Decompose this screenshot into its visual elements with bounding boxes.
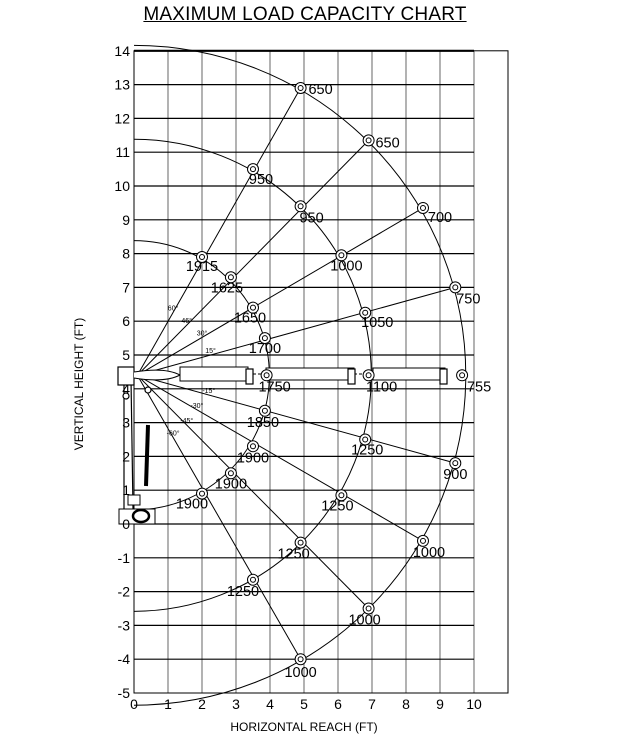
- capacity-label: 650: [308, 81, 333, 98]
- capacity-label: 900: [443, 467, 468, 484]
- load-point-marker: [457, 370, 468, 381]
- capacity-label: 1700: [248, 341, 282, 358]
- x-tick-label: 2: [198, 696, 206, 712]
- y-tick-label: 6: [122, 313, 130, 330]
- x-tick-label: 9: [436, 696, 444, 712]
- crane-base-hub: [133, 510, 149, 522]
- y-tick-label: 11: [115, 144, 130, 161]
- y-axis-label: VERTICAL HEIGHT (FT): [72, 317, 86, 451]
- x-tick-label: 1: [164, 696, 172, 712]
- capacity-label: 950: [248, 172, 274, 189]
- boom-angle-label: 30°: [196, 330, 208, 338]
- x-tick-label: 8: [402, 696, 410, 712]
- boom-clamp: [440, 369, 447, 384]
- x-tick-label: 3: [232, 696, 240, 712]
- capacity-label: 1000: [348, 612, 381, 629]
- capacity-label: 1650: [233, 310, 267, 327]
- load-point-marker: [295, 82, 306, 93]
- load-point-marker: [295, 654, 306, 665]
- boom-section-2: [266, 368, 354, 380]
- capacity-label: 1100: [366, 379, 398, 396]
- y-tick-label: -3: [117, 617, 130, 634]
- y-tick-label: 10: [114, 178, 130, 194]
- capacity-label: 650: [375, 135, 400, 152]
- capacity-label: 1900: [236, 450, 270, 467]
- y-tick-label: 9: [122, 211, 130, 228]
- capacity-label: 1250: [277, 546, 310, 563]
- chart-title: MAXIMUM LOAD CAPACITY CHART: [143, 4, 467, 25]
- load-point-marker: [418, 202, 429, 213]
- y-tick-label: -4: [117, 651, 130, 668]
- y-tick-label: 2: [122, 448, 130, 465]
- x-tick-label: 4: [266, 696, 274, 712]
- y-tick-label: 12: [114, 110, 130, 127]
- capacity-label: 1000: [412, 544, 446, 561]
- capacity-label: 1900: [214, 476, 248, 493]
- boom-section-3: [373, 368, 445, 380]
- boom-angle-label: -45°: [180, 418, 194, 426]
- y-tick-label: 8: [122, 245, 130, 262]
- x-tick-label: 6: [334, 696, 342, 712]
- boom-angle-label: -15°: [202, 388, 216, 396]
- boom-angle-label: -60°: [166, 430, 180, 438]
- boom-clamp: [246, 369, 253, 384]
- boom-angle-label: 46°: [181, 318, 192, 326]
- y-tick-label: 0: [122, 516, 130, 532]
- capacity-label: 755: [466, 379, 492, 396]
- lift-cylinder: [146, 425, 148, 486]
- y-tick-label: -2: [117, 583, 130, 600]
- capacity-label: 1625: [210, 280, 244, 297]
- x-tick-label: 10: [466, 696, 482, 712]
- y-tick-label: 14: [114, 42, 130, 59]
- mast-right: [131, 379, 133, 509]
- capacity-label: 1000: [330, 258, 363, 275]
- capacity-label: 700: [427, 209, 453, 226]
- capacity-label: 1900: [175, 496, 209, 513]
- y-tick-label: -1: [117, 549, 130, 566]
- boom-ray: [137, 287, 455, 375]
- y-tick-label: 4: [122, 380, 130, 397]
- x-tick-label: 0: [130, 696, 138, 712]
- x-axis-label: HORIZONTAL REACH (FT): [230, 720, 378, 734]
- boom-ray: [137, 375, 368, 608]
- y-tick-label: 3: [122, 414, 130, 431]
- capacity-label: 1250: [226, 583, 260, 600]
- lift-pin: [145, 387, 151, 393]
- capacity-label: 950: [299, 210, 324, 227]
- capacity-label: 1750: [258, 379, 291, 396]
- y-tick-label: 5: [122, 347, 130, 363]
- boom-angle-label: -30°: [190, 402, 204, 410]
- capacity-label: 1250: [351, 442, 384, 459]
- capacity-label: 1850: [246, 414, 280, 431]
- boom-ray: [137, 88, 300, 375]
- y-tick-label: -5: [117, 685, 130, 701]
- y-tick-label: 13: [114, 76, 130, 93]
- boom-angle-label: 15°: [205, 348, 216, 356]
- y-tick-label: 1: [122, 482, 130, 499]
- boom-section-1: [180, 367, 248, 381]
- capacity-label: 1050: [361, 314, 394, 331]
- x-tick-label: 7: [368, 696, 376, 712]
- boom-angle-label: 60°: [167, 305, 179, 313]
- y-tick-label: 7: [122, 279, 130, 296]
- boom-knuckle: [134, 370, 180, 380]
- capacity-label: 1915: [185, 258, 219, 275]
- capacity-label: 750: [456, 291, 481, 308]
- load-point-marker: [363, 135, 374, 146]
- x-tick-label: 5: [300, 696, 308, 712]
- boom-clamp: [348, 369, 355, 384]
- capacity-label: 1000: [284, 665, 317, 682]
- capacity-label: 1250: [321, 498, 354, 515]
